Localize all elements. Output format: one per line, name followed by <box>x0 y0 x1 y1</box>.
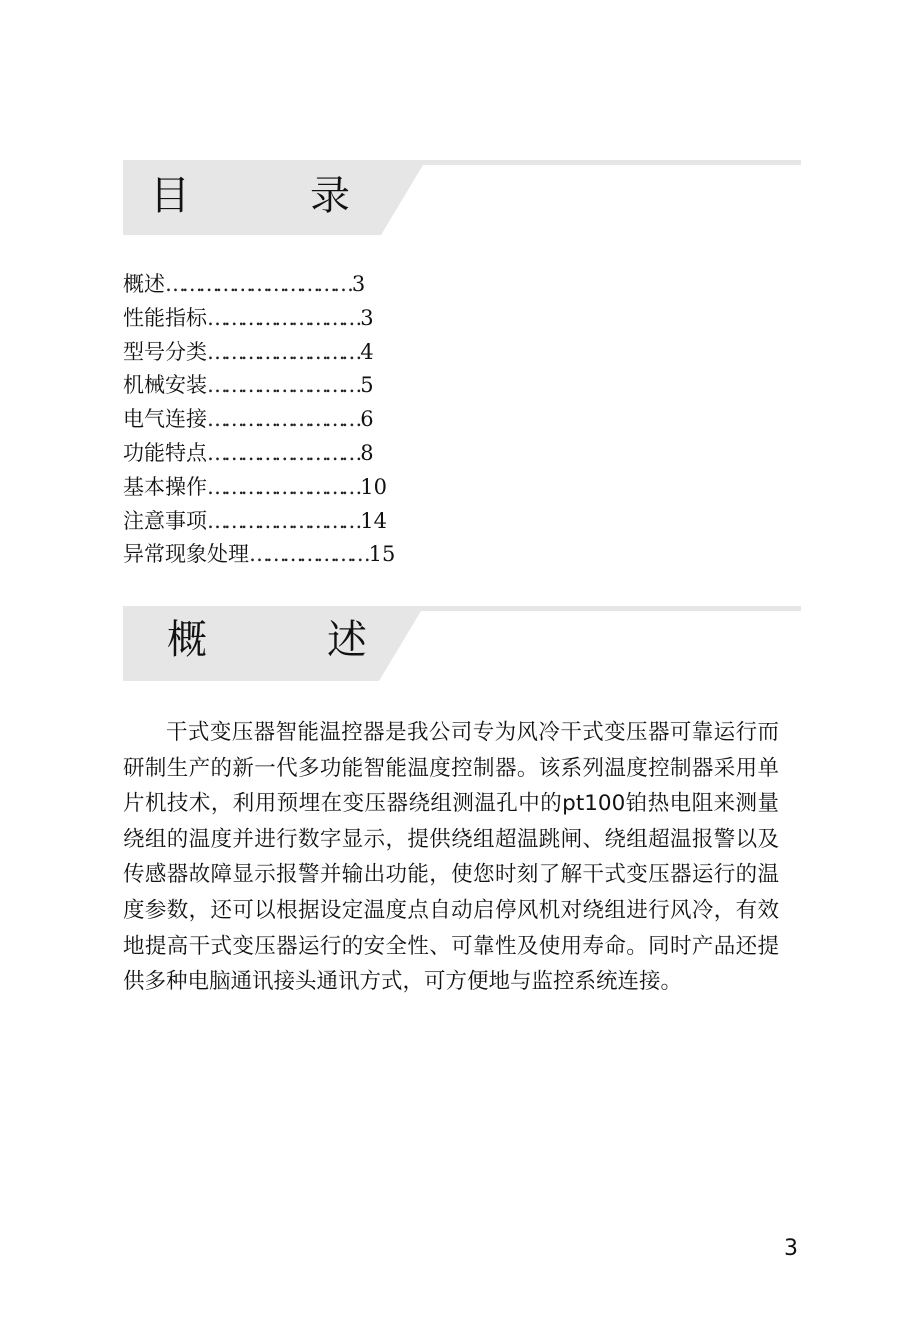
toc-title: 目 录 <box>150 173 390 219</box>
toc-header <box>123 160 801 235</box>
toc-item-label: 机械安装 <box>123 373 207 398</box>
toc-item-page: 5 <box>360 373 374 398</box>
toc-item-page: 3 <box>360 305 374 330</box>
toc-item-label: 功能特点 <box>123 440 207 465</box>
page-number: 3 <box>784 1236 798 1261</box>
toc-item-page: 8 <box>360 440 374 465</box>
toc-item-leader: ……………………… <box>207 373 359 398</box>
toc-item[interactable] <box>123 268 523 302</box>
toc-item-leader: ……………………… <box>207 407 359 432</box>
toc-item-page: 15 <box>368 542 396 567</box>
toc-item-leader: …………………………… <box>165 272 350 296</box>
toc-item-page: 4 <box>360 339 374 364</box>
toc-item-leader: ……………………… <box>207 440 359 465</box>
toc-item-page: 14 <box>360 508 387 533</box>
toc-item[interactable] <box>123 369 523 403</box>
toc-item[interactable] <box>123 437 523 471</box>
toc-item-label: 电气连接 <box>123 407 207 432</box>
overview-title: 概 述 <box>167 617 407 663</box>
toc-item-leader: ……………………… <box>207 508 359 533</box>
toc-item-leader: ……………………… <box>207 339 359 364</box>
toc-item[interactable] <box>123 471 523 505</box>
toc-item-label: 异常现象处理 <box>123 542 249 567</box>
toc-item-page: 6 <box>360 407 374 432</box>
toc-item-leader: ………………… <box>249 542 367 567</box>
toc-item-page: 10 <box>360 474 387 499</box>
toc-item[interactable] <box>123 505 523 539</box>
toc-item-label: 注意事项 <box>123 508 207 533</box>
toc-item-leader: ……………………… <box>207 474 359 499</box>
overview-paragraph: 干式变压器智能温控器是我公司专为风冷干式变压器可靠运行而研制生产的新一代多功能智能温度控制器。该系列温度控制器采用单片机技术，利用预埋在变压器绕组测温孔中的pt100铂热电阻来测量绕组的温度并进行数字显示，提供绕组超温跳闸、绕组超温报警以及传感器故障显示报警并输出功能，使您时刻了解干式变压器运行的温度参数，还可以根据设定温度点自动启停风机对绕组进行风冷，有效地提高干式变压器运行的安全性、可靠性及使用寿命。同时产品还提供多种电脑通讯接头通讯方式，可方便地与监控系统连接。 <box>123 720 779 995</box>
toc-item[interactable] <box>123 538 523 572</box>
table-of-contents <box>123 268 523 572</box>
toc-item-leader: ……………………… <box>207 305 359 330</box>
toc-item-label: 基本操作 <box>123 474 207 499</box>
toc-item[interactable] <box>123 336 523 370</box>
toc-item-page: 3 <box>351 272 366 296</box>
toc-item-label: 概述 <box>123 272 165 296</box>
toc-item[interactable] <box>123 403 523 437</box>
toc-item-label: 型号分类 <box>123 339 207 364</box>
toc-item[interactable] <box>123 302 523 336</box>
toc-item-label: 性能指标 <box>123 305 207 330</box>
overview-header <box>123 606 801 681</box>
